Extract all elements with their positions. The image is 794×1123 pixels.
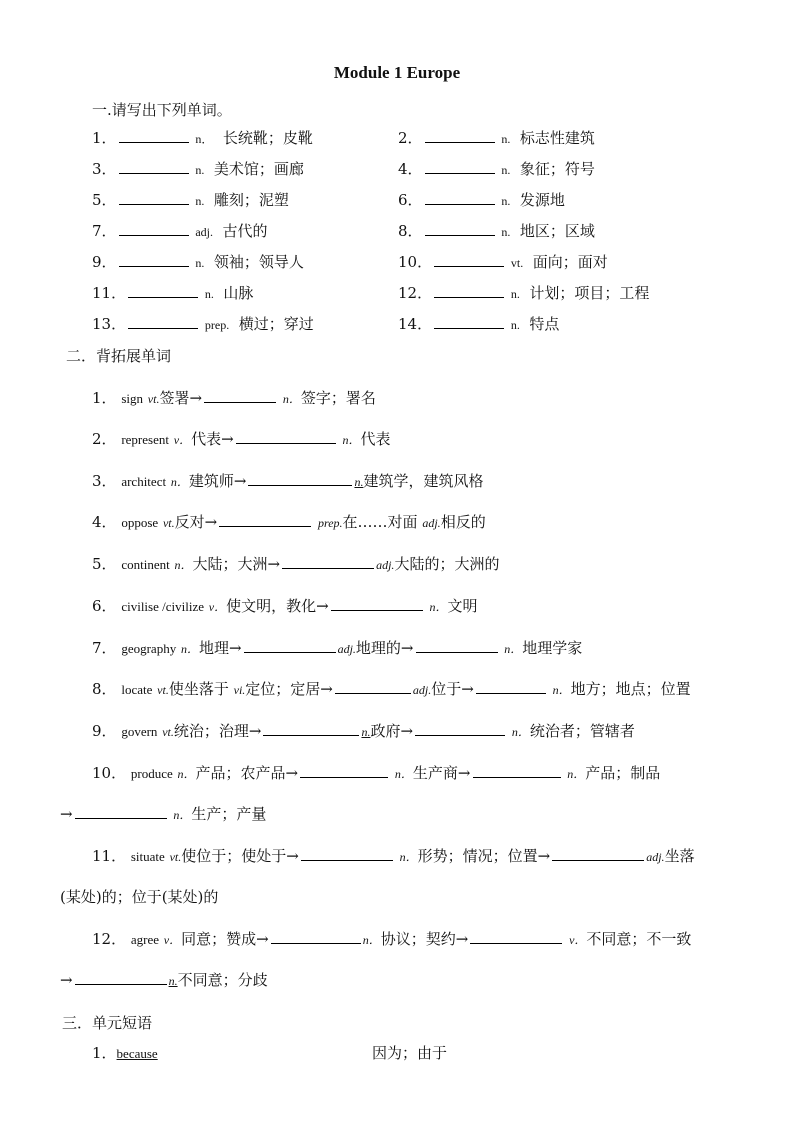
item-meaning: 同意；赞成→ [181, 930, 269, 948]
item-pos: n. [204, 287, 214, 301]
item-meaning: 不同意；分歧 [177, 971, 268, 989]
item-meaning: 签字；署名 [300, 389, 376, 407]
list-item [92, 511, 486, 532]
item-pos: n． [177, 767, 196, 781]
item-meaning: 建筑师→ [188, 472, 247, 490]
answer-blank[interactable] [236, 429, 336, 444]
answer-blank[interactable] [434, 314, 504, 329]
item-word: civilise /civilize [121, 599, 204, 614]
item-pos: n． [362, 933, 381, 947]
item-meaning: 政府→ [370, 722, 414, 740]
item-word: continent [121, 557, 170, 572]
item-meaning: 雕刻；泥塑 [213, 191, 289, 209]
item-word: architect [121, 474, 167, 489]
list-item [398, 282, 649, 303]
answer-blank[interactable] [335, 679, 411, 694]
item-meaning: 坐落 [664, 847, 695, 865]
list-item-continuation [60, 969, 268, 990]
item-pos: vi. [233, 683, 246, 697]
answer-blank[interactable] [301, 846, 393, 861]
item-number: 11． [92, 847, 127, 865]
answer-blank[interactable] [415, 721, 505, 736]
item-pos: n. [510, 318, 520, 332]
item-pos: n． [567, 767, 586, 781]
item-pos: prep. [317, 516, 343, 530]
item-meaning: 代表→ [191, 430, 234, 448]
item-meaning: 面向；面对 [532, 253, 608, 271]
item-pos: vt. [157, 683, 169, 697]
answer-blank[interactable] [425, 128, 495, 143]
item-pos: v． [569, 933, 587, 947]
item-number: 4． [398, 160, 423, 178]
item-number: 6． [398, 191, 423, 209]
answer-blank[interactable] [470, 929, 562, 944]
list-item [92, 470, 483, 491]
item-number: 5． [92, 555, 117, 573]
list-item-continuation: (某处)的；位于(某处)的 [60, 888, 219, 906]
answer-blank[interactable] [416, 638, 498, 653]
item-meaning: 领袖；领导人 [213, 253, 304, 271]
list-item [92, 678, 691, 699]
answer-blank[interactable] [473, 763, 561, 778]
item-meaning: 相反的 [440, 513, 486, 531]
list-item [398, 220, 595, 241]
item-meaning: 统治者；管辖者 [529, 722, 635, 740]
item-meaning: 长统靴；皮靴 [222, 129, 313, 147]
item-meaning: 象征；符号 [519, 160, 595, 178]
item-meaning: 古代的 [222, 222, 268, 240]
item-word: produce [130, 766, 173, 781]
answer-blank[interactable] [248, 471, 352, 486]
list-item [92, 637, 582, 658]
item-meaning: 产品；农产品→ [195, 764, 299, 782]
item-number: 3． [92, 160, 117, 178]
item-pos: n. [195, 256, 205, 270]
item-meaning: 不同意；不一致 [586, 930, 692, 948]
list-item [92, 313, 314, 334]
item-number: 7． [92, 639, 117, 657]
item-number: 12． [398, 284, 433, 302]
item-pos: n. [501, 163, 511, 177]
list-item [92, 158, 304, 179]
item-number: 1． [92, 129, 117, 147]
item-word: govern [121, 724, 158, 739]
answer-blank[interactable] [119, 190, 189, 205]
list-item [92, 127, 313, 148]
item-pos: n． [399, 850, 418, 864]
item-pos: n． [511, 725, 530, 739]
item-number: 2． [398, 129, 423, 147]
answer-blank[interactable] [331, 596, 423, 611]
list-item [92, 428, 390, 449]
item-pos: adj. [337, 642, 356, 656]
item-number: 2． [92, 430, 117, 448]
answer-blank[interactable] [75, 804, 167, 819]
item-meaning: 位于→ [431, 680, 474, 698]
item-number: 12． [92, 930, 127, 948]
item-meaning: 产品；制品 [585, 764, 661, 782]
item-number: 5． [92, 191, 117, 209]
item-pos: n. [168, 974, 178, 988]
list-item [92, 720, 635, 741]
list-item [92, 387, 376, 408]
item-pos: n． [282, 392, 301, 406]
answer-blank[interactable] [425, 221, 495, 236]
phrase-meaning: 因为；由于 [372, 1044, 448, 1062]
item-meaning: 形势；情况；位置→ [417, 847, 551, 865]
item-number: 1． [92, 389, 117, 407]
item-meaning: 地理→ [199, 639, 242, 657]
list-item [92, 282, 253, 303]
list-item [92, 189, 289, 210]
item-pos: vt. [162, 516, 175, 530]
item-pos: adj. [646, 850, 665, 864]
list-item-continuation [60, 803, 266, 824]
item-pos: adj. [422, 516, 441, 530]
item-number: 10． [92, 764, 127, 782]
answer-blank[interactable] [75, 970, 167, 985]
item-number: 9． [92, 253, 117, 271]
answer-blank[interactable] [434, 283, 504, 298]
answer-blank[interactable] [128, 283, 198, 298]
item-meaning: 美术馆；画廊 [213, 160, 304, 178]
item-pos: n. [195, 194, 205, 208]
item-pos: n． [394, 767, 413, 781]
item-pos: n． [174, 558, 193, 572]
item-pos: v． [208, 600, 227, 614]
item-pos: n. [501, 225, 511, 239]
section1-heading: 一.请写出下列单词。 [92, 101, 232, 119]
item-meaning: 反对→ [174, 513, 218, 531]
item-meaning: 地理的→ [355, 639, 414, 657]
item-meaning: 建筑学，建筑风格 [363, 472, 484, 490]
answer-blank[interactable] [128, 314, 198, 329]
item-number: 13． [92, 315, 127, 333]
list-item [92, 553, 499, 574]
item-meaning: 特点 [529, 315, 560, 333]
answer-blank[interactable] [300, 763, 388, 778]
item-number: 4． [92, 513, 117, 531]
item-meaning: 使位于；使处于→ [181, 847, 299, 865]
list-item [92, 762, 660, 783]
item-pos: n． [170, 475, 189, 489]
item-pos: vt. [147, 392, 160, 406]
item-number: 9． [92, 722, 117, 740]
list-item [92, 1042, 209, 1063]
section3-heading: 三．单元短语 [62, 1014, 153, 1032]
item-pos: n. [361, 725, 371, 739]
answer-blank[interactable] [282, 554, 374, 569]
item-number: 8． [398, 222, 423, 240]
item-pos: vt. [162, 725, 174, 739]
item-meaning: 生产；产量 [191, 805, 267, 823]
answer-blank[interactable] [476, 679, 546, 694]
item-meaning: 计划；项目；工程 [529, 284, 650, 302]
arrow-text: → [60, 805, 73, 823]
answer-blank[interactable] [119, 128, 189, 143]
item-pos: vt. [169, 850, 182, 864]
list-item [92, 928, 691, 949]
item-number: 10． [398, 253, 433, 271]
list-item [92, 251, 304, 272]
item-word: situate [130, 849, 165, 864]
item-meaning: 代表 [360, 430, 391, 448]
item-word: geography [121, 641, 177, 656]
answer-blank[interactable] [119, 252, 189, 267]
item-pos: n． [504, 642, 523, 656]
answer-blank[interactable] [119, 159, 189, 174]
item-meaning: 使文明，教化→ [226, 597, 329, 615]
item-number: 8． [92, 680, 117, 698]
item-number: 1． [92, 1044, 117, 1062]
list-item [92, 220, 268, 241]
item-pos: adj. [376, 558, 395, 572]
item-meaning: 生产商→ [412, 764, 471, 782]
answer-blank[interactable] [244, 638, 336, 653]
answer-blank[interactable] [425, 190, 495, 205]
list-item [398, 127, 595, 148]
answer-blank[interactable] [263, 721, 359, 736]
item-number: 3． [92, 472, 117, 490]
item-pos: n． [195, 132, 214, 146]
item-meaning: 文明 [447, 597, 478, 615]
item-meaning: 定位；定居→ [245, 680, 333, 698]
item-pos: n． [552, 683, 571, 697]
arrow-text: → [60, 971, 73, 989]
item-meaning: 标志性建筑 [519, 129, 595, 147]
list-item [398, 158, 595, 179]
item-number: 11． [92, 284, 127, 302]
item-pos: n. [195, 163, 205, 177]
item-pos: v． [163, 933, 182, 947]
item-word: agree [130, 932, 160, 947]
item-meaning: 大陆；大洲→ [192, 555, 281, 573]
item-meaning: 在……对面 [342, 513, 418, 531]
item-meaning: 地区；区域 [519, 222, 595, 240]
item-pos: n． [342, 433, 361, 447]
item-pos: n. [501, 194, 511, 208]
item-meaning: 山脉 [223, 284, 254, 302]
item-number: 6． [92, 597, 117, 615]
answer-blank[interactable] [271, 929, 361, 944]
list-item [398, 189, 565, 210]
item-meaning: 地方；地点；位置 [570, 680, 691, 698]
item-meaning: 横过；穿过 [238, 315, 314, 333]
item-pos: vt. [510, 256, 524, 270]
item-pos: n． [173, 808, 192, 822]
item-meaning: 使坐落于 [168, 680, 229, 698]
item-pos: prep. [204, 318, 230, 332]
item-pos: v． [173, 433, 192, 447]
section2-heading: 二．背拓展单词 [66, 347, 172, 365]
list-item [92, 845, 695, 866]
item-meaning: 发源地 [519, 191, 565, 209]
item-pos: n. [354, 475, 364, 489]
item-pos: n． [429, 600, 448, 614]
item-number: 7． [92, 222, 117, 240]
item-meaning: 协议；契约→ [380, 930, 469, 948]
answer-blank[interactable] [425, 159, 495, 174]
item-meaning: 统治；治理→ [173, 722, 262, 740]
item-meaning: 大陆的；大洲的 [394, 555, 500, 573]
item-meaning: 签署→ [159, 389, 203, 407]
phrase-text: because [116, 1046, 158, 1061]
answer-blank[interactable] [552, 846, 644, 861]
item-pos: adj. [412, 683, 432, 697]
item-pos: n. [510, 287, 520, 301]
item-word: oppose [121, 515, 159, 530]
list-item [398, 251, 608, 272]
item-pos: n. [501, 132, 511, 146]
answer-blank[interactable] [219, 512, 311, 527]
item-pos: adj. [195, 225, 213, 239]
item-number: 14． [398, 315, 433, 333]
item-pos: n． [180, 642, 199, 656]
list-item [92, 595, 478, 616]
item-word: locate [121, 682, 153, 697]
answer-blank[interactable] [119, 221, 189, 236]
page-title: Module 1 Europe [333, 63, 461, 82]
list-item [398, 313, 559, 334]
item-word: represent [121, 432, 169, 447]
item-meaning: 地理学家 [522, 639, 583, 657]
answer-blank[interactable] [204, 388, 276, 403]
item-word: sign [121, 391, 143, 406]
answer-blank[interactable] [434, 252, 504, 267]
